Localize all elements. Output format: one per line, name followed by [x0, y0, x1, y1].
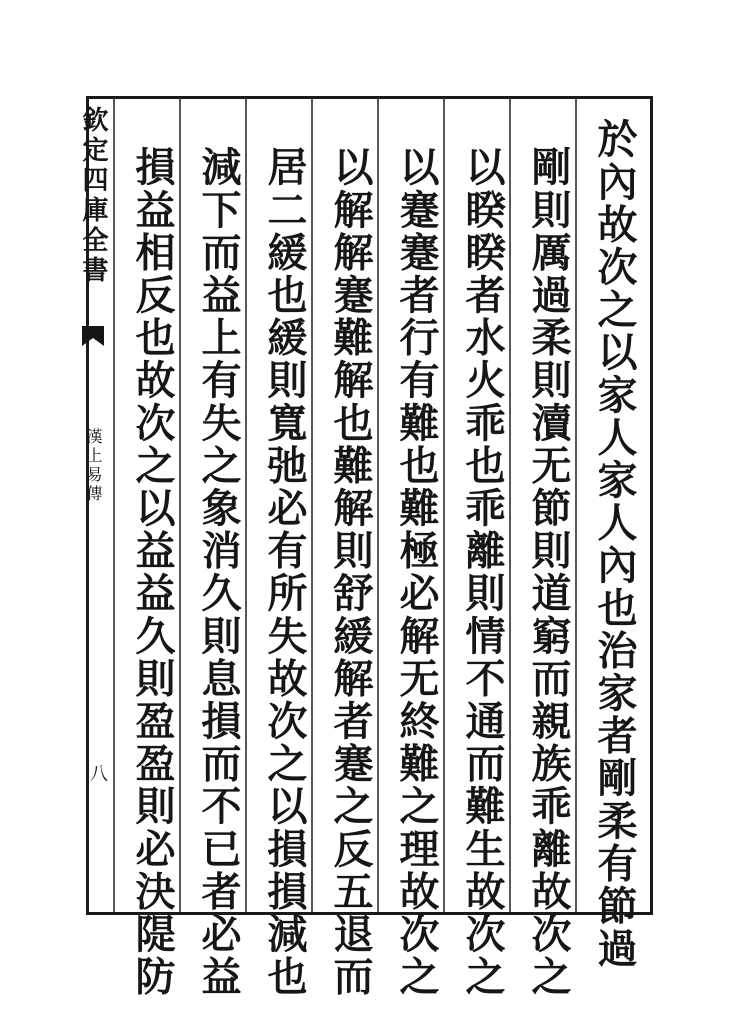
column-rule	[509, 98, 511, 912]
column-rule	[245, 98, 247, 912]
column-rule	[377, 98, 379, 912]
frame-right-border	[650, 96, 653, 915]
text-column-6: 居二緩也緩則寬弛必有所失故次之以損損減也	[261, 146, 308, 998]
column-rule	[443, 98, 445, 912]
text-column-5: 以解解蹇難解也難解則舒緩解者蹇之反五退而	[327, 146, 374, 998]
chapter-title: 漢上易傳	[84, 428, 103, 504]
text-column-1: 於內故次之以家人家人內也治家者剛柔有節過	[591, 118, 638, 970]
text-column-2: 剛則厲過柔則瀆无節則道窮而親族乖離故次之	[525, 146, 572, 998]
fishtail-mark-icon	[80, 324, 106, 354]
column-rule	[575, 98, 577, 912]
text-column-8: 損益相反也故次之以益益久則盈盈則必決隄防	[129, 146, 176, 998]
column-rule	[113, 98, 115, 912]
frame-top-border	[86, 96, 652, 99]
book-title: 欽定四庫全書	[78, 106, 108, 286]
margin-column	[78, 96, 108, 916]
text-column-4: 以蹇蹇者行有難也難極必解无終難之理故次之	[393, 146, 440, 998]
page-number: 八	[87, 764, 108, 782]
text-column-7: 減下而益上有失之象消久則息損而不已者必益	[195, 146, 242, 998]
text-column-3: 以睽睽者水火乖也乖離則情不通而難生故次之	[459, 146, 506, 998]
column-rule	[311, 98, 313, 912]
column-rule	[179, 98, 181, 912]
